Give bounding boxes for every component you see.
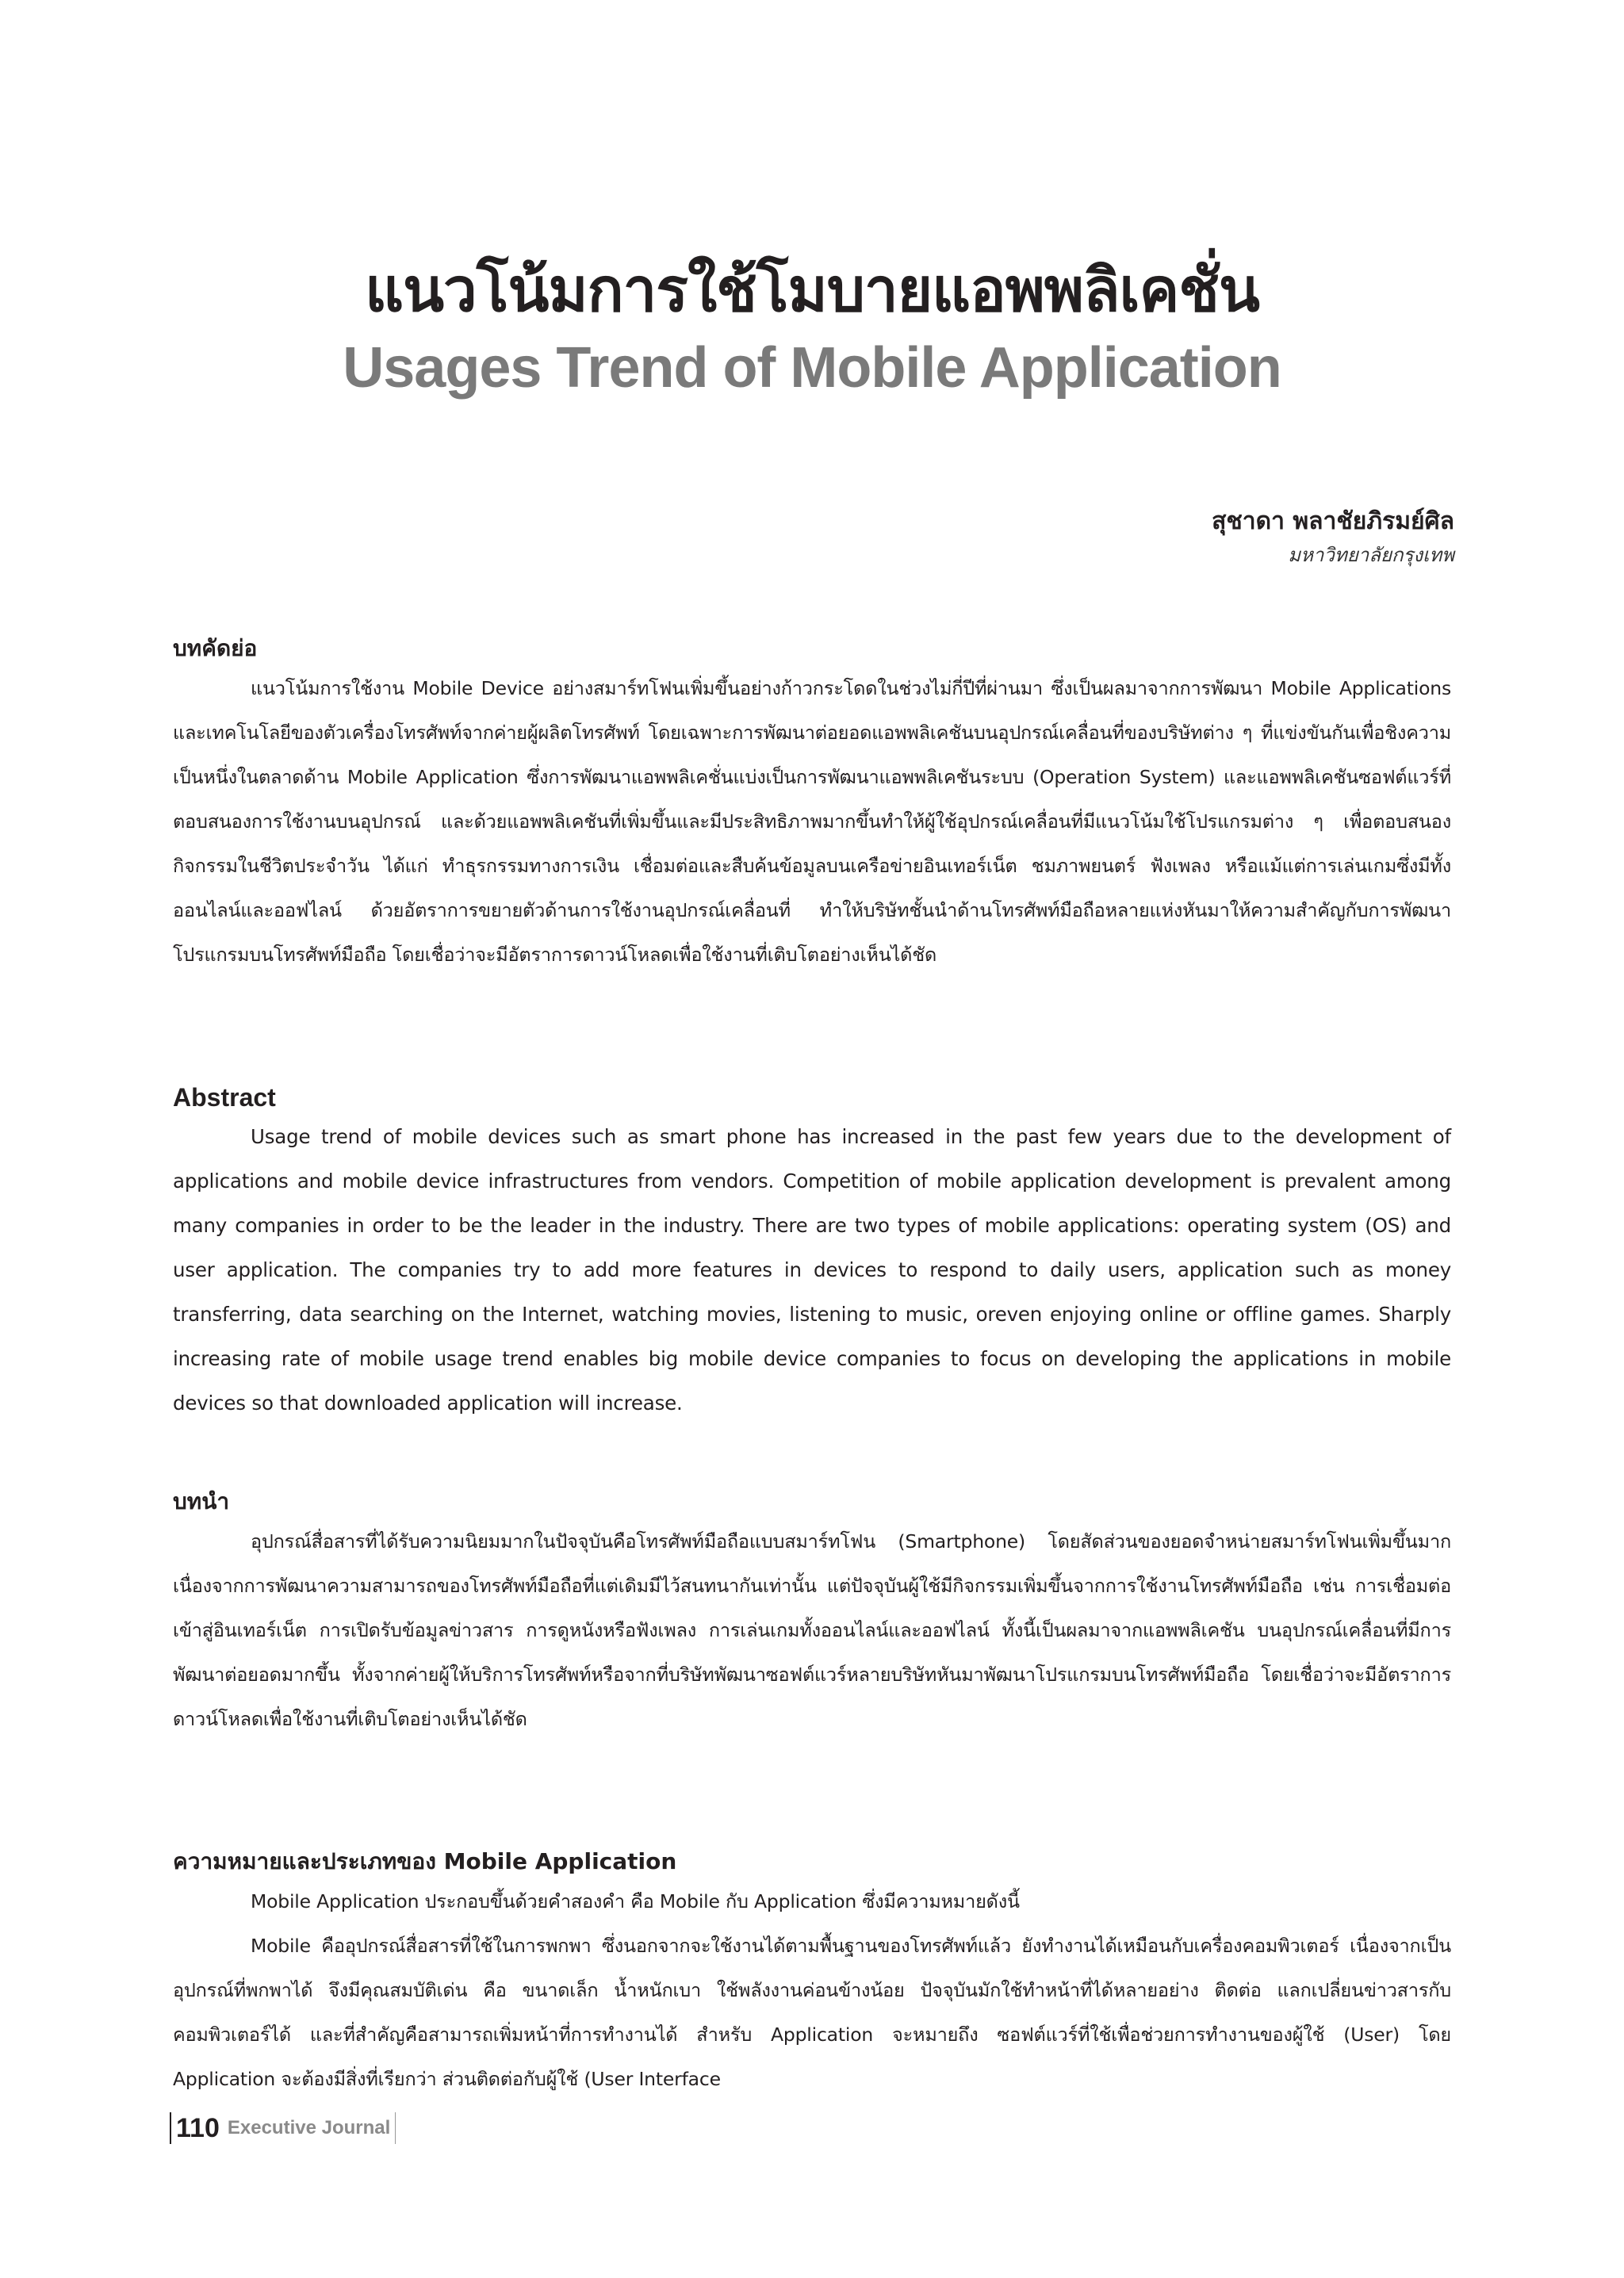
- abstract-english-heading: Abstract: [173, 1083, 276, 1112]
- author-affiliation: มหาวิทยาลัยกรุงเทพ: [1288, 544, 1454, 566]
- author-name: สุชาดา พลาชัยภิรมย์ศิล: [1212, 507, 1454, 535]
- title-english: Usages Trend of Mobile Application: [343, 336, 1281, 400]
- abstract-thai-section: [173, 631, 1451, 977]
- abstract-thai-text: แนวโน้มการใช้งาน Mobile Device อย่างสมาร์ทโฟนเพิ่มขึ้นอย่างก้าวกระโดดในช่วงไม่กี่ปีที่ผ่านมา ซึ่งเป็นผลมาจากการพัฒนา Mobile Applications และเทคโนโลยีของตัวเครื่องโทรศัพท์จากค่ายผู้ผลิตโทรศัพท์ โดยเฉพาะการพัฒนาต่อยอดแอพพลิเคชันบนอุปกรณ์เคลื่อนที่ของบริษัทต่าง ๆ ที่แข่งขันกันเพื่อชิงความเป็นหนึ่งในตลาดด้าน Mobile Application ซึ่งการพัฒนาแอพพลิเคชั่นแบ่งเป็นการพัฒนาแอพพลิเคชันระบบ (Operation System) และแอพพลิเคชันซอฟต์แวร์ที่ตอบสนองการใช้งานบนอุปกรณ์ และด้วยแอพพลิเคชันที่เพิ่มขึ้นและมีประสิทธิภาพมากขึ้นทำให้ผู้ใช้อุปกรณ์เคลื่อนที่มีแนวโน้มใช้โปรแกรมต่าง ๆ เพื่อตอบสนองกิจกรรมในชีวิตประจำวัน ได้แก่ ทำธุรกรรมทางการเงิน เชื่อมต่อและสืบค้นข้อมูลบนเครือข่ายอินเทอร์เน็ต ชมภาพยนตร์ ฟังเพลง หรือแม้แต่การเล่นเกมซึ่งมีทั้งออนไลน์และออฟไลน์ ด้วยอัตราการขยายตัวด้านการใช้งานอุปกรณ์เคลื่อนที่ ทำให้บริษัทชั้นนำด้านโทรศัพท์มือถือหลายแห่งหันมาให้ความสำคัญกับการพัฒนาโปรแกรมบนโทรศัพท์มือถือ โดยเชื่อว่าจะมีอัตราการดาวน์โหลดเพื่อใช้งานที่เติบโตอย่างเห็นได้ชัด: [173, 677, 1451, 966]
- footer-divider-end: [395, 2112, 396, 2144]
- title-thai: แนวโน้มการใช้โมบายแอพพลิเคชั่น: [365, 255, 1259, 325]
- page-number: 110: [176, 2112, 220, 2143]
- meaning-paragraph-1: Mobile Application ประกอบขึ้นด้วยคำสองคำ คือ Mobile กับ Application ซึ่งมีความหมายดังนี้: [251, 1890, 1020, 1912]
- journal-name: Executive Journal: [227, 2117, 391, 2138]
- introduction-text: อุปกรณ์สื่อสารที่ได้รับความนิยมมากในปัจจุบันคือโทรศัพท์มือถือแบบสมาร์ทโฟน (Smartphone) โดยสัดส่วนของยอดจำหน่ายสมาร์ทโฟนเพิ่มขึ้นมาก เนื่องจากการพัฒนาความสามารถของโทรศัพท์มือถือที่แต่เดิมมีไว้สนทนากันเท่านั้น แต่ปัจจุบันผู้ใช้มีกิจกรรมเพิ่มขึ้นจากการใช้งานโทรศัพท์มือถือ เช่น การเชื่อมต่อเข้าสู่อินเทอร์เน็ต การเปิดรับข้อมูลข่าวสาร การดูหนังหรือฟังเพลง การเล่นเกมทั้งออนไลน์และออฟไลน์ ทั้งนี้เป็นผลมาจากแอพพลิเคชัน บนอุปกรณ์เคลื่อนที่มีการพัฒนาต่อยอดมากขึ้น ทั้งจากค่ายผู้ให้บริการโทรศัพท์หรือจากที่บริษัทพัฒนาซอฟต์แวร์หลายบริษัทหันมาพัฒนาโปรแกรมบนโทรศัพท์มือถือ โดยเชื่อว่าจะมีอัตราการดาวน์โหลดเพื่อใช้งานที่เติบโตอย่างเห็นได้ชัด: [173, 1530, 1451, 1730]
- introduction-section: [173, 1484, 1451, 1741]
- meaning-heading: ความหมายและประเภทของ Mobile Application: [173, 1848, 677, 1874]
- introduction-heading: บทนำ: [173, 1488, 230, 1514]
- meaning-paragraph-2: Mobile คืออุปกรณ์สื่อสารที่ใช้ในการพกพา ซึ่งนอกจากจะใช้งานได้ตามพื้นฐานของโทรศัพท์แล้ว ยังทำงานได้เหมือนกับเครื่องคอมพิวเตอร์ เนื่องจากเป็นอุปกรณ์ที่พกพาได้ จึงมีคุณสมบัติเด่น คือ ขนาดเล็ก น้ำหนักเบา ใช้พลังงานค่อนข้างน้อย ปัจจุบันมักใช้ทำหน้าที่ได้หลายอย่าง ติดต่อ แลกเปลี่ยนข่าวสารกับคอมพิวเตอร์ได้ และที่สำคัญคือสามารถเพิ่มหน้าที่การทำงานได้ สำหรับ Application จะหมายถึง ซอฟต์แวร์ที่ใช้เพื่อช่วยการทำงานของผู้ใช้ (User) โดย Application จะต้องมีสิ่งที่เรียกว่า ส่วนติดต่อกับผู้ใช้ (User Interface: [173, 1935, 1451, 2090]
- abstract-english-section: [173, 1080, 1451, 1426]
- meaning-section: [173, 1844, 1451, 2101]
- page-footer: [170, 2111, 396, 2146]
- footer-divider: [170, 2112, 171, 2144]
- abstract-english-text: Usage trend of mobile devices such as smart phone has increased in the past few years due to the development of applications and mobile device infrastructures from vendors. Competition of mobile application development is prevalent among many companies in order to be the leader in the industry. There are two types of mobile applications: operating system (OS) and user application. The companies try to add more features in devices to respond to daily users, application such as money transferring, data searching on the Internet, watching movies, listening to music, oreven enjoying online or offline games. Sharply increasing rate of mobile usage trend enables big mobile device companies to focus on developing the applications in mobile devices so that downloaded application will increase.: [173, 1125, 1451, 1415]
- abstract-thai-heading: บทคัดย่อ: [173, 635, 258, 661]
